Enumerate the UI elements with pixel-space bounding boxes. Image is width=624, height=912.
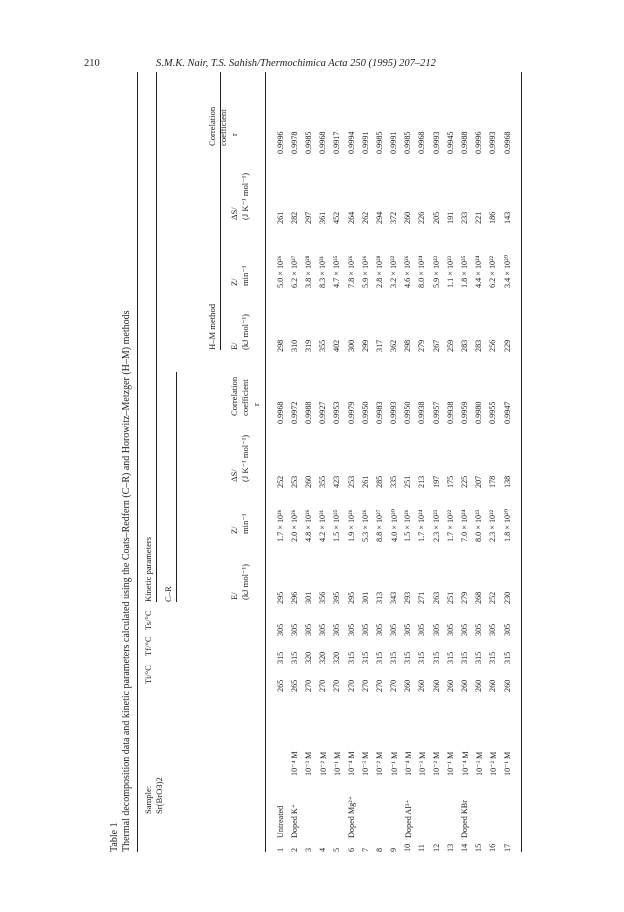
- concentration: [273, 692, 287, 776]
- hm-corr-sub: coefficient: [218, 109, 228, 146]
- concentration: 10⁻¹ M: [503, 751, 513, 776]
- hm-z-value: 5.9 × 10²³: [431, 255, 441, 288]
- tf-value: 315: [360, 651, 370, 664]
- bottom-rule: [521, 72, 522, 852]
- cr-ds-value: 285: [374, 475, 384, 488]
- hm-z-value: 7.8 × 10²⁶: [346, 255, 356, 288]
- cr-z-value: 2.3 × 10²³: [431, 509, 441, 542]
- sample-group: Doped KBr: [460, 800, 470, 838]
- hm-z-value: 8.0 × 10²⁴: [417, 255, 427, 288]
- kinetic-parameters-header: Kinetic parameters: [143, 536, 153, 602]
- hm-ds-value: 205: [431, 211, 441, 224]
- concentration: 10⁻² M: [432, 751, 442, 776]
- concentration: 10⁻² M: [375, 751, 385, 776]
- cr-e-value: 301: [303, 591, 313, 604]
- ti-value: 270: [318, 679, 328, 692]
- ti-value: 260: [431, 679, 441, 692]
- sample-group: [358, 776, 372, 838]
- hm-z-value: 3.4 × 10²⁰: [503, 255, 513, 288]
- table-row: [301, 72, 315, 852]
- cr-header: C–R: [163, 586, 173, 602]
- hm-corr-r: r: [229, 133, 239, 136]
- concentration: 10⁻¹ M: [389, 751, 399, 776]
- table-row: [486, 72, 500, 852]
- table-caption-block: [109, 310, 133, 852]
- hm-r-value: 0.9996: [275, 131, 285, 154]
- hm-z-value: 3.2 × 10³²: [389, 255, 399, 288]
- hm-e-value: 362: [389, 339, 399, 352]
- cr-r-value: 0.9953: [332, 401, 342, 424]
- table-row: [472, 72, 486, 852]
- table-row: [500, 72, 514, 852]
- hm-z-value: 5.0 × 10²⁶: [275, 255, 285, 288]
- tf-value: 315: [460, 651, 470, 664]
- cr-e-value: 295: [275, 591, 285, 604]
- cr-r-value: 0.9938: [417, 401, 427, 424]
- ts-value: 305: [460, 623, 470, 636]
- row-number: 9: [389, 847, 399, 852]
- hm-ds-value: 361: [318, 211, 328, 224]
- cr-ds-value: 355: [318, 475, 328, 488]
- hm-r-value: 0.9988: [460, 131, 470, 154]
- row-number: 2: [289, 847, 299, 852]
- hm-ds-header: ΔS/: [229, 207, 239, 220]
- hm-e-value: 267: [431, 339, 441, 352]
- hm-ds-value: 261: [275, 211, 285, 224]
- hm-e-value: 310: [289, 339, 299, 352]
- sample-group: [443, 776, 457, 838]
- hm-e-unit: (kJ mol⁻¹): [240, 314, 250, 350]
- concentration: 10⁻³ M: [417, 751, 427, 776]
- cr-ds-value: 197: [431, 475, 441, 488]
- hm-e-value: 279: [417, 339, 427, 352]
- cr-z-value: 2.3 × 10²²: [488, 509, 498, 542]
- top-rule: [137, 72, 138, 852]
- hm-r-value: 0.9985: [303, 131, 313, 154]
- hm-ds-value: 191: [445, 211, 455, 224]
- sample-group: [330, 776, 344, 838]
- cr-r-value: 0.9983: [374, 401, 384, 424]
- hm-ds-value: 143: [502, 211, 512, 224]
- cr-z-value: 2.0 × 10²⁶: [289, 509, 299, 542]
- concentration: 10⁻² M: [488, 751, 498, 776]
- table-row: [443, 72, 457, 852]
- cr-e-value: 343: [389, 591, 399, 604]
- cr-ds-value: 423: [332, 475, 342, 488]
- hm-r-value: 0.9945: [445, 131, 455, 154]
- hm-r-value: 0.9968: [318, 131, 328, 154]
- cr-ds-value: 175: [445, 475, 455, 488]
- table-row: [429, 72, 443, 852]
- cr-corr-sub: coefficient: [240, 379, 250, 416]
- hm-z-value: 1.8 × 10²⁵: [460, 255, 470, 288]
- hm-z-value: 2.8 × 10²⁸: [374, 255, 384, 288]
- cr-e-value: 313: [374, 591, 384, 604]
- cr-ds-value: 252: [275, 475, 285, 488]
- row-number: 3: [303, 847, 313, 852]
- ti-value: 270: [332, 679, 342, 692]
- cr-z-value: 1.9 × 10²⁶: [346, 509, 356, 542]
- concentration: 10⁻¹ M: [332, 751, 342, 776]
- row-number: 6: [346, 847, 356, 852]
- table-row: [316, 72, 330, 852]
- table-row: [344, 72, 358, 852]
- sample-group: [415, 776, 429, 838]
- ts-value: 305: [346, 623, 356, 636]
- row-number: 4: [318, 847, 328, 852]
- cr-e-value: 395: [332, 591, 342, 604]
- hm-e-value: 355: [318, 339, 328, 352]
- cr-ds-value: 213: [417, 475, 427, 488]
- sample-group: [372, 776, 386, 838]
- cr-ds-header: ΔS/: [229, 469, 239, 482]
- concentration: 10⁻⁴ M: [460, 751, 470, 776]
- cr-z-value: 4.8 × 10²⁶: [303, 509, 313, 542]
- cr-corr-r: r: [251, 403, 261, 406]
- table-row: [330, 72, 344, 852]
- table-row: [401, 72, 415, 852]
- cr-r-value: 0.9959: [460, 401, 470, 424]
- sample-group: Untreated: [275, 805, 285, 838]
- row-number: 12: [431, 843, 441, 852]
- rotated-table: [109, 72, 529, 852]
- cr-ds-value: 253: [346, 475, 356, 488]
- cr-e-value: 295: [346, 591, 356, 604]
- hm-ds-unit: (J K⁻¹ mol⁻¹): [240, 172, 250, 220]
- cr-z-value: 7.0 × 10²⁴: [460, 509, 470, 542]
- sample-formula: Sr(BrO3)2: [154, 777, 164, 814]
- hm-e-value: 317: [374, 339, 384, 352]
- row-number: 17: [502, 843, 512, 852]
- cr-e-unit: (kJ mol⁻¹): [240, 564, 250, 600]
- cr-ds-value: 335: [389, 475, 399, 488]
- tf-value: 315: [474, 651, 484, 664]
- cr-ds-value: 261: [360, 475, 370, 488]
- row-number: 7: [360, 847, 370, 852]
- hm-corr-header: Correlation: [207, 106, 217, 146]
- hm-e-value: 298: [403, 339, 413, 352]
- cr-e-value: 296: [289, 591, 299, 604]
- cr-e-value: 251: [445, 591, 455, 604]
- tf-header: Tf/°C: [143, 636, 153, 656]
- ts-value: 305: [417, 623, 427, 636]
- hm-r-value: 0.9993: [431, 131, 441, 154]
- ti-value: 260: [417, 679, 427, 692]
- row-number: 11: [417, 844, 427, 852]
- hm-r-value: 0.9985: [374, 131, 384, 154]
- ti-value: 270: [374, 679, 384, 692]
- cr-z-value: 1.5 × 10³⁵: [332, 509, 342, 542]
- cr-e-value: 252: [488, 591, 498, 604]
- cr-z-value: 4.2 × 10³¹: [318, 509, 328, 542]
- cr-r-value: 0.9993: [389, 401, 399, 424]
- cr-r-value: 0.9955: [488, 401, 498, 424]
- cr-e-value: 301: [360, 591, 370, 604]
- ti-value: 260: [460, 679, 470, 692]
- hm-z-value: 6.2 × 10²²: [488, 255, 498, 288]
- hm-z-value: 1.1 × 10²³: [445, 255, 455, 288]
- table-row: [457, 72, 471, 852]
- tf-value: 315: [488, 651, 498, 664]
- cr-r-value: 0.9957: [431, 401, 441, 424]
- cr-e-value: 279: [460, 591, 470, 604]
- ts-value: 305: [374, 623, 384, 636]
- row-number: 13: [445, 843, 455, 852]
- cr-z-value: 8.8 × 10²⁷: [374, 509, 384, 542]
- tf-value: 315: [445, 651, 455, 664]
- sample-group: [316, 776, 330, 838]
- hm-r-value: 0.9917: [332, 131, 342, 154]
- hm-z-value: 4.7 × 10³⁵: [332, 255, 342, 288]
- ti-value: 265: [289, 679, 299, 692]
- tf-value: 320: [318, 651, 328, 664]
- hm-e-value: 402: [332, 339, 342, 352]
- hm-r-value: 0.9968: [502, 131, 512, 154]
- hm-r-value: 0.9968: [417, 131, 427, 154]
- cr-z-value: 1.5 × 10²⁶: [403, 509, 413, 542]
- concentration: 10⁻³ M: [474, 751, 484, 776]
- table-label: Table 1: [109, 822, 120, 852]
- cr-r-value: 0.9950: [360, 401, 370, 424]
- hm-z-value: 4.6 × 10²⁶: [403, 255, 413, 288]
- cr-r-value: 0.9947: [502, 401, 512, 424]
- table-row: [372, 72, 386, 852]
- hm-r-value: 0.9978: [289, 131, 299, 154]
- tf-value: 315: [417, 651, 427, 664]
- concentration: 10⁻¹ M: [446, 751, 456, 776]
- cr-ds-value: 207: [474, 475, 484, 488]
- ti-value: 265: [275, 679, 285, 692]
- cr-rule: [176, 372, 177, 602]
- tf-value: 315: [389, 651, 399, 664]
- cr-corr-header: Correlation: [229, 376, 239, 416]
- table-row: [415, 72, 429, 852]
- hm-ds-value: 297: [303, 211, 313, 224]
- hm-e-value: 299: [360, 339, 370, 352]
- cr-r-value: 0.9972: [289, 401, 299, 424]
- sample-group: [500, 776, 514, 838]
- concentration: 10⁻⁴ M: [347, 751, 357, 776]
- hm-r-value: 0.9996: [474, 131, 484, 154]
- tf-value: 315: [431, 651, 441, 664]
- sample-header: Sample:: [143, 785, 153, 814]
- cr-e-value: 230: [502, 591, 512, 604]
- ti-value: 260: [488, 679, 498, 692]
- ts-value: 305: [332, 623, 342, 636]
- sample-group: Doped Al³⁺: [403, 799, 413, 838]
- ti-value: 260: [445, 679, 455, 692]
- cr-r-value: 0.9988: [303, 401, 313, 424]
- sample-group: [486, 776, 500, 838]
- ti-value: 260: [474, 679, 484, 692]
- cr-z-header: Z/: [229, 526, 239, 534]
- ts-value: 305: [318, 623, 328, 636]
- cr-z-value: 1.7 × 10²⁴: [417, 509, 427, 542]
- tf-value: 315: [346, 651, 356, 664]
- ts-value: 305: [403, 623, 413, 636]
- hm-z-unit: min⁻¹: [240, 265, 250, 286]
- ts-value: 305: [289, 623, 299, 636]
- hm-e-value: 319: [303, 339, 313, 352]
- table-row: [273, 72, 287, 852]
- tf-value: 315: [275, 651, 285, 664]
- cr-r-value: 0.9968: [275, 401, 285, 424]
- sample-group: [387, 776, 401, 838]
- ts-value: 305: [275, 623, 285, 636]
- hm-ds-value: 294: [374, 211, 384, 224]
- row-number: 15: [474, 843, 484, 852]
- cr-r-value: 0.9979: [346, 401, 356, 424]
- table-caption: Thermal decomposition data and kinetic parameters calculated using the Coats–Redfern (C–R) and Horowitz–Metzger (H–M) methods: [121, 310, 132, 852]
- hm-z-value: 3.8 × 10²⁸: [303, 255, 313, 288]
- row-number: 14: [460, 843, 470, 852]
- ti-value: 260: [502, 679, 512, 692]
- hm-z-header: Z/: [229, 278, 239, 286]
- ti-value: 270: [303, 679, 313, 692]
- hm-r-value: 0.9993: [488, 131, 498, 154]
- cr-e-value: 271: [417, 591, 427, 604]
- page-number: 210: [84, 58, 100, 69]
- hm-e-value: 229: [502, 339, 512, 352]
- concentration: 10⁻⁴ M: [290, 751, 300, 776]
- cr-ds-value: 138: [502, 475, 512, 488]
- row-number: 5: [332, 847, 342, 852]
- cr-e-header: E/: [229, 592, 239, 600]
- sample-group: [472, 776, 486, 838]
- hm-ds-value: 372: [389, 211, 399, 224]
- cr-e-value: 356: [318, 591, 328, 604]
- cr-ds-unit: (J K⁻¹ mol⁻¹): [240, 434, 250, 482]
- hm-e-value: 300: [346, 339, 356, 352]
- cr-ds-value: 251: [403, 475, 413, 488]
- hm-z-value: 5.9 × 10²⁶: [360, 255, 370, 288]
- hm-e-value: 283: [474, 339, 484, 352]
- header-bottom-rule: [265, 72, 266, 852]
- hm-ds-value: 260: [403, 211, 413, 224]
- hm-ds-value: 226: [417, 211, 427, 224]
- cr-z-value: 4.0 × 10³⁰: [389, 509, 399, 542]
- sample-group: [301, 776, 315, 838]
- hm-r-value: 0.9991: [389, 131, 399, 154]
- hm-z-value: 6.2 × 10²⁷: [289, 255, 299, 288]
- cr-ds-value: 260: [303, 475, 313, 488]
- concentration: 10⁻² M: [318, 751, 328, 776]
- hm-ds-value: 264: [346, 211, 356, 224]
- hm-e-value: 283: [460, 339, 470, 352]
- hm-ds-value: 262: [360, 211, 370, 224]
- ti-value: 260: [403, 679, 413, 692]
- tf-value: 315: [289, 651, 299, 664]
- tf-value: 320: [332, 651, 342, 664]
- cr-r-value: 0.9938: [445, 401, 455, 424]
- ts-value: 305: [488, 623, 498, 636]
- table-row: [287, 72, 301, 852]
- ti-value: 270: [346, 679, 356, 692]
- hm-ds-value: 186: [488, 211, 498, 224]
- row-number: 8: [374, 847, 384, 852]
- hm-r-value: 0.9985: [403, 131, 413, 154]
- hm-ds-value: 282: [289, 211, 299, 224]
- ts-header: Ts/°C: [143, 610, 153, 630]
- sample-group: [429, 776, 443, 838]
- ts-value: 305: [474, 623, 484, 636]
- running-title: S.M.K. Nair, T.S. Sahish/Thermochimica Acta 250 (1995) 207–212: [156, 58, 436, 69]
- ts-value: 305: [502, 623, 512, 636]
- sample-group: Doped Mg²⁺: [347, 795, 357, 838]
- hm-r-value: 0.9991: [360, 131, 370, 154]
- row-number: 1: [275, 847, 285, 852]
- tf-value: 315: [374, 651, 384, 664]
- cr-e-value: 293: [403, 591, 413, 604]
- cr-z-value: 5.3 × 10²⁶: [360, 509, 370, 542]
- tf-value: 320: [303, 651, 313, 664]
- cr-z-value: 1.8 × 10²⁰: [503, 509, 513, 542]
- cr-ds-value: 253: [289, 475, 299, 488]
- ts-value: 305: [303, 623, 313, 636]
- cr-z-unit: min⁻¹: [240, 513, 250, 534]
- cr-r-value: 0.9980: [474, 401, 484, 424]
- cr-ds-value: 178: [488, 475, 498, 488]
- cr-ds-value: 225: [460, 475, 470, 488]
- hm-r-value: 0.9994: [346, 131, 356, 154]
- ti-header: Ti/°C: [143, 665, 153, 684]
- concentration: 10⁻³ M: [304, 751, 314, 776]
- row-number: 10: [403, 843, 413, 852]
- ts-value: 305: [445, 623, 455, 636]
- hm-ds-value: 452: [332, 211, 342, 224]
- cr-z-value: 1.7 × 10²²: [445, 509, 455, 542]
- table-row: [387, 72, 401, 852]
- hm-z-value: 8.3 × 10³¹: [318, 255, 328, 288]
- tf-value: 315: [403, 651, 413, 664]
- cr-e-value: 268: [474, 591, 484, 604]
- hm-z-value: 4.4 × 10²⁴: [474, 255, 484, 288]
- tf-value: 315: [502, 651, 512, 664]
- hm-ds-value: 233: [460, 211, 470, 224]
- table-body: [273, 72, 514, 852]
- hm-e-value: 256: [488, 339, 498, 352]
- cr-z-value: 8.0 × 10²³: [474, 509, 484, 542]
- cr-z-value: 1.7 × 10²⁶: [275, 509, 285, 542]
- sample-group: Doped K⁺: [290, 803, 300, 838]
- kinetic-rule: [156, 72, 157, 602]
- concentration: 10⁻⁴ M: [403, 751, 413, 776]
- table-row: [358, 72, 372, 852]
- concentration: 10⁻³ M: [361, 751, 371, 776]
- hm-e-header: E/: [229, 342, 239, 350]
- ts-value: 305: [389, 623, 399, 636]
- hm-e-value: 298: [275, 339, 285, 352]
- hm-e-value: 259: [445, 339, 455, 352]
- cr-r-value: 0.9927: [318, 401, 328, 424]
- row-number: 16: [488, 843, 498, 852]
- hm-ds-value: 221: [474, 211, 484, 224]
- cr-r-value: 0.9950: [403, 401, 413, 424]
- hm-header: H–M method: [207, 303, 217, 350]
- ts-value: 305: [431, 623, 441, 636]
- ti-value: 270: [389, 679, 399, 692]
- ts-value: 305: [360, 623, 370, 636]
- ti-value: 270: [360, 679, 370, 692]
- data-table: [273, 72, 514, 852]
- cr-e-value: 263: [431, 591, 441, 604]
